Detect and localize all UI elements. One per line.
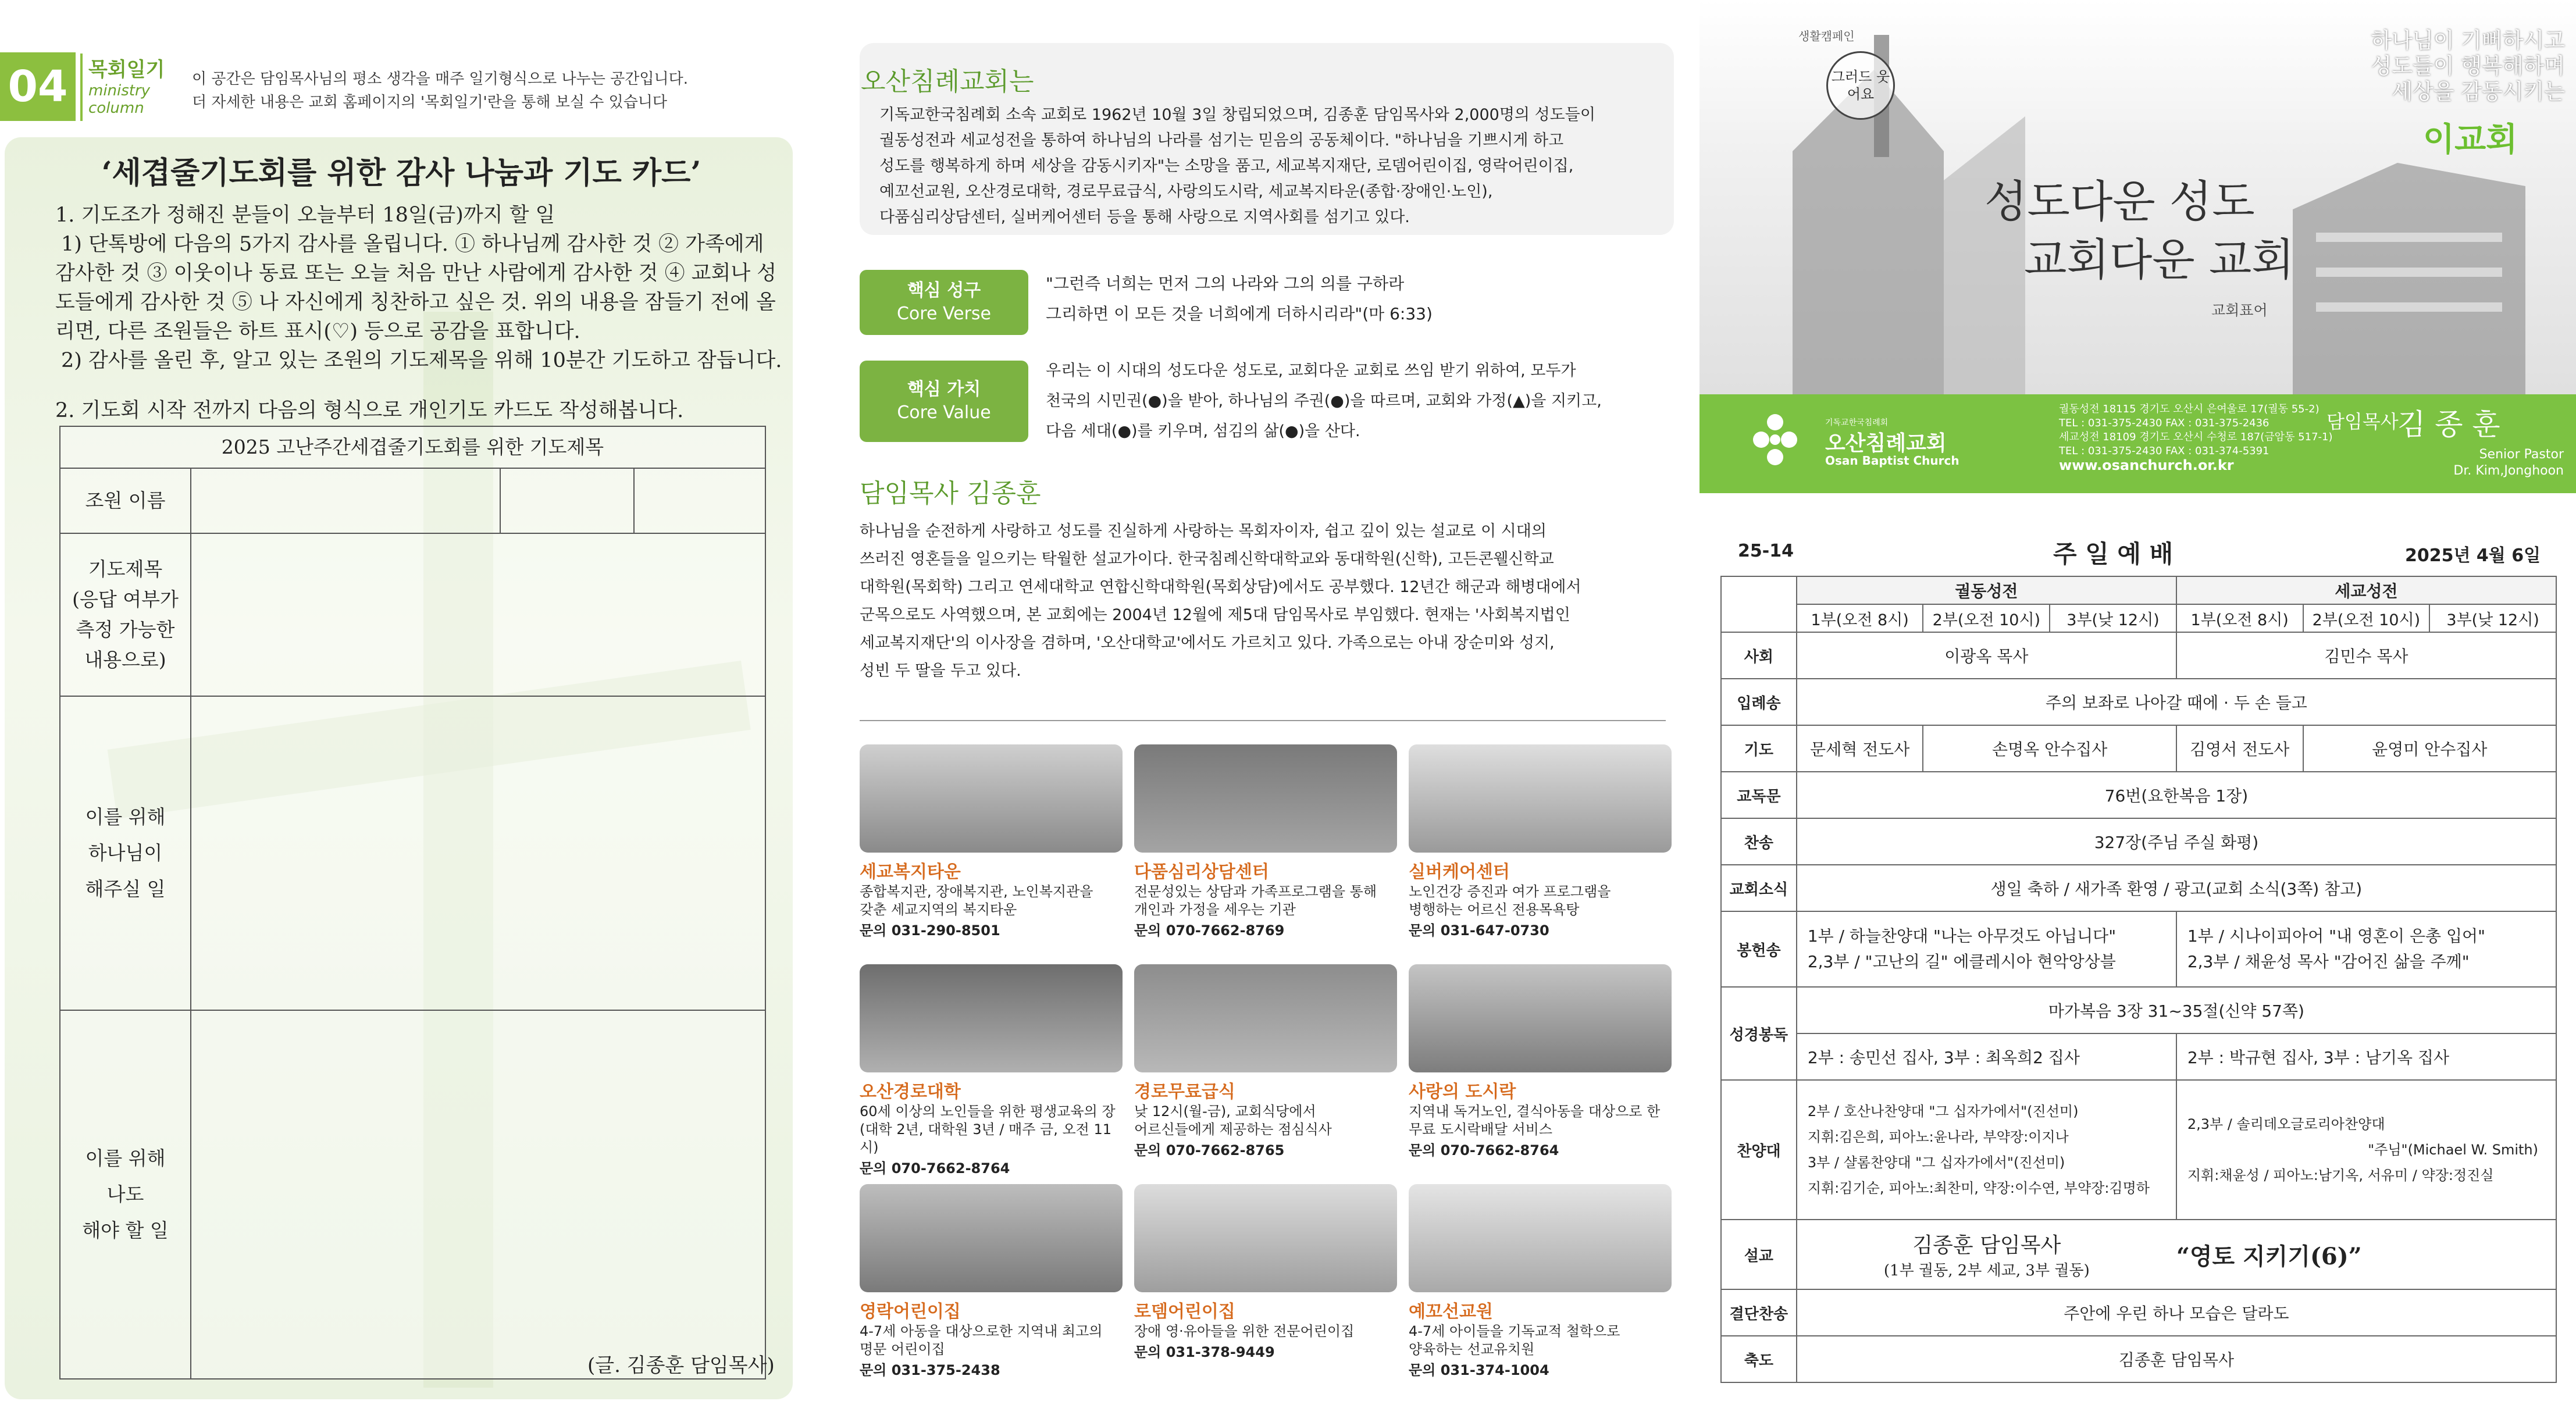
facility-photo bbox=[1134, 744, 1397, 853]
facility-name: 다품심리상담센터 bbox=[1134, 862, 1269, 882]
facility-card bbox=[860, 744, 1123, 939]
facility-name: 오산경로대학 bbox=[860, 1082, 961, 1102]
facility-tel: 문의 031-374-1004 bbox=[1409, 1362, 1549, 1378]
pastor-bio bbox=[860, 518, 1674, 685]
history-line: 기독교한국침례회 소속 교회로 1962년 10월 3일 창립되었으며, 김종훈 담임목사와 2,000명의 성도들이 bbox=[879, 106, 1595, 124]
facility-desc: 개인과 가정을 세우는 기관 bbox=[1134, 901, 1296, 918]
facility-card bbox=[1409, 1184, 1672, 1379]
bio-line: 쓰러진 영혼들을 일으키는 탁월한 설교가이다. 한국침례신학대학교와 동대학원(신학), 고든콘웰신학교 bbox=[860, 550, 1554, 568]
facility-tel: 문의 070-7662-8769 bbox=[1134, 922, 1285, 939]
facility-photo bbox=[1134, 964, 1397, 1072]
bulletin-number: 25-14 bbox=[1738, 541, 1794, 561]
history-heading: 오산침례교회는 bbox=[861, 67, 1034, 97]
card-title: ‘세겹줄기도회를 위한 감사 나눔과 기도 카드’ bbox=[101, 155, 701, 191]
session-header: 1부(오전 8시) bbox=[1797, 604, 1923, 632]
core-verse-badge bbox=[860, 270, 1028, 335]
facility-desc: 4-7세 아동을 대상으로한 지역내 최고의 bbox=[860, 1323, 1103, 1339]
table-cell bbox=[191, 533, 765, 696]
session-header: 1부(오전 8시) bbox=[2176, 604, 2303, 632]
history-line: 다품심리상담센터, 실버케어센터 등을 통해 사랑으로 지역사회를 섬기고 있다. bbox=[879, 208, 1410, 226]
table-cell bbox=[1721, 576, 1797, 632]
prayer-leader: 손명옥 안수집사 bbox=[1923, 725, 2176, 772]
page-number: 04 bbox=[0, 52, 76, 121]
prayer-card-table bbox=[59, 426, 766, 1380]
choir-line: 지휘:김기순, 피아노:최찬미, 약장:이수연, 부약장:김명하 bbox=[1807, 1180, 2150, 1196]
choir-line: "주님"(Michael W. Smith) bbox=[2368, 1142, 2538, 1158]
address-line: 세교성전 18109 경기도 오산시 수청로 187(금암동 517-1) bbox=[2059, 431, 2333, 443]
facility-desc: 노인건강 증진과 여가 프로그램을 bbox=[1409, 883, 1611, 900]
facility-card bbox=[1409, 744, 1672, 939]
facility-photo bbox=[860, 1184, 1123, 1292]
facility-desc: (대학 2년, 대학원 3년 / 매주 금, 오전 11시) bbox=[860, 1121, 1112, 1156]
facility-card bbox=[1134, 1184, 1397, 1361]
core-value-label: 핵심 가치 bbox=[907, 379, 981, 400]
facility-name: 실버케어센터 bbox=[1409, 862, 1510, 882]
pastor-role: 담임목사 bbox=[2326, 411, 2399, 433]
facility-photo bbox=[860, 964, 1123, 1072]
church-name-en: Osan Baptist Church bbox=[1825, 454, 1959, 468]
slogan-line: 성도들이 행복해하며 bbox=[2371, 54, 2565, 79]
hymn: 327장(주님 주실 화평) bbox=[1797, 818, 2556, 865]
facility-photo bbox=[1409, 1184, 1672, 1292]
sermon-title: “영토 지키기(6)” bbox=[2176, 1220, 2556, 1289]
history-line: 예꼬선교원, 오산경로대학, 경로무료급식, 사랑의도시락, 세교복지타운(종합·장애인·노인), bbox=[879, 183, 1493, 201]
table-cell bbox=[191, 1010, 765, 1379]
divider bbox=[860, 720, 1666, 721]
facility-photo bbox=[860, 744, 1123, 853]
row-label: 입례송 bbox=[1721, 679, 1797, 725]
facility-card bbox=[1409, 964, 1672, 1159]
host-2: 김민수 목사 bbox=[2176, 632, 2556, 679]
facility-desc: 종합복지관, 장애복지관, 노인복지관을 bbox=[860, 883, 1093, 900]
intro-line: 이 공간은 담임목사님의 평소 생각을 매주 일기형식으로 나누는 공간입니다. bbox=[192, 70, 688, 88]
core-value-badge bbox=[860, 361, 1028, 442]
row-label: 성경봉독 bbox=[1721, 987, 1797, 1080]
offering-line: 2,3부 / 채윤성 목사 "감어진 삶을 주께" bbox=[2187, 952, 2470, 971]
address-line: TEL : 031-375-2430 FAX : 031-374-5391 bbox=[2059, 445, 2269, 457]
body-line: 2. 기도회 시작 전까지 다음의 형식으로 개인기도 카드도 작성해봅니다. bbox=[55, 399, 684, 422]
facility-desc: 갖춘 세교지역의 복지타운 bbox=[860, 901, 1017, 918]
facility-desc: 무료 도시락배달 서비스 bbox=[1409, 1121, 1553, 1138]
column-intro bbox=[192, 67, 688, 114]
church-logo-icon bbox=[1751, 411, 1800, 469]
table-cell bbox=[191, 468, 500, 533]
facility-desc: 4-7세 아이들을 기독교적 철학으로 bbox=[1409, 1323, 1620, 1339]
facility-card bbox=[1134, 744, 1397, 939]
row-label: 기도제목 (응답 여부가 측정 가능한 내용으로) bbox=[60, 533, 191, 696]
facility-card bbox=[860, 1184, 1123, 1379]
slogan bbox=[2315, 28, 2565, 105]
table-title: 2025 고난주간세겹줄기도회를 위한 기도제목 bbox=[60, 426, 765, 468]
table-cell bbox=[191, 696, 765, 1010]
prayer-leader: 윤영미 안수집사 bbox=[2303, 725, 2556, 772]
column-title-ko: 목회일기 bbox=[88, 58, 165, 81]
row-label: 봉헌송 bbox=[1721, 911, 1797, 987]
choir-line: 2,3부 / 솔리데오글로리아찬양대 bbox=[2187, 1116, 2385, 1132]
facility-tel: 문의 031-378-9449 bbox=[1134, 1344, 1275, 1360]
facility-tel: 문의 031-647-0730 bbox=[1409, 922, 1549, 939]
row-label: 찬양대 bbox=[1721, 1080, 1797, 1220]
bio-line: 대학원(목회학) 그리고 연세대학교 연합신학대학원(목회상담)에서도 공부했다. 12년간 해군과 해병대에서 bbox=[860, 578, 1581, 596]
facility-tel: 문의 070-7662-8765 bbox=[1134, 1142, 1285, 1159]
history-text bbox=[879, 102, 1659, 230]
table-cell bbox=[634, 468, 765, 533]
bio-line: 세교복지재단'의 이사장을 겸하며, '오산대학교'에서도 가르치고 있다. 가족으로는 아내 장순미와 성지, bbox=[860, 634, 1555, 652]
host-1: 이광옥 목사 bbox=[1797, 632, 2176, 679]
facility-card bbox=[860, 964, 1123, 1177]
bio-line: 군목으로도 사역했으며, 본 교회에는 2004년 12월에 제5대 담임목사로 부임했다. 현재는 '사회복지법인 bbox=[860, 606, 1570, 624]
invocation: 주의 보좌로 나아갈 때에 · 두 손 들고 bbox=[1797, 679, 2556, 725]
session-header: 2부(오전 10시) bbox=[2303, 604, 2430, 632]
benediction: 김종훈 담임목사 bbox=[1797, 1336, 2556, 1382]
headline-1: 성도다운 성도 bbox=[1984, 176, 2255, 227]
facility-desc: 병행하는 어르신 전용목욕탕 bbox=[1409, 901, 1580, 918]
campus-header: 세교성전 bbox=[2176, 576, 2556, 604]
session-header: 2부(오전 10시) bbox=[1923, 604, 2050, 632]
facility-tel: 문의 070-7662-8764 bbox=[860, 1160, 1010, 1177]
history-line: 성도를 행복하게 하며 세상을 감동시키자"는 소망을 품고, 세교복지재단, 로뎀어린이집, 영락어린이집, bbox=[879, 157, 1574, 175]
scripture: 마가복음 3장 31~35절(신약 57쪽) bbox=[1797, 987, 2556, 1033]
core-value-text bbox=[1046, 356, 1674, 447]
choir-line: 지휘:채윤성 / 피아노:남기옥, 서유미 / 약장:정진실 bbox=[2187, 1167, 2494, 1184]
facility-desc: 어르신들에게 제공하는 점심식사 bbox=[1134, 1121, 1332, 1138]
facility-desc: 명문 어린이집 bbox=[860, 1341, 945, 1357]
row-label: 이를 위해 나도 해야 할 일 bbox=[60, 1010, 191, 1379]
facility-desc: 전문성있는 상담과 가족프로그램을 통해 bbox=[1134, 883, 1377, 900]
facility-photo bbox=[1409, 964, 1672, 1072]
address-line: 궐동성전 18115 경기도 오산시 은여울로 17(궐동 55-2) bbox=[2059, 403, 2320, 415]
row-label: 이를 위해 하나님이 해주실 일 bbox=[60, 696, 191, 1010]
core-verse-line: "그런즉 너희는 먼저 그의 나라와 그의 의를 구하라 bbox=[1046, 274, 1405, 293]
core-value-label-en: Core Value bbox=[897, 402, 991, 423]
table-cell bbox=[500, 468, 634, 533]
headline-caption: 교회표어 bbox=[2211, 302, 2268, 319]
church-address bbox=[2059, 402, 2333, 472]
session-header: 3부(낮 12시) bbox=[2050, 604, 2176, 632]
prayer-leader: 문세혁 전도사 bbox=[1797, 725, 1923, 772]
facility-desc: 낮 12시(월-금), 교회식당에서 bbox=[1134, 1103, 1316, 1120]
body-line: 도들에게 감사한 것 ⑤ 나 자신에게 칭찬하고 싶은 것. 위의 내용을 잠들기 전에 올 bbox=[55, 291, 776, 314]
row-label: 교독문 bbox=[1721, 772, 1797, 818]
facility-desc: 60세 이상의 노인들을 위한 평생교육의 장 bbox=[860, 1103, 1116, 1120]
address-line: TEL : 031-375-2430 FAX : 031-375-2436 bbox=[2059, 417, 2269, 429]
facility-desc: 지역내 독거노인, 결식아동을 대상으로 한 bbox=[1409, 1103, 1661, 1120]
core-verse-label-en: Core Verse bbox=[896, 304, 992, 324]
facility-photo bbox=[1409, 744, 1672, 853]
row-label: 결단찬송 bbox=[1721, 1289, 1797, 1336]
facility-name: 사랑의 도시락 bbox=[1409, 1082, 1516, 1102]
pastor-name: 김 종 훈 bbox=[2397, 408, 2500, 441]
church-affiliation: 기독교한국침례회 bbox=[1825, 418, 1889, 427]
choir-line: 3부 / 샬롬찬양대 "그 십자가에서"(진선미) bbox=[1807, 1154, 2065, 1171]
responsive-reading: 76번(요한복음 1장) bbox=[1797, 772, 2556, 818]
facility-card bbox=[1134, 964, 1397, 1159]
bio-line: 성빈 두 딸을 두고 있다. bbox=[860, 662, 1021, 680]
offering-line: 1부 / 하늘찬양대 "나는 아무것도 아닙니다" bbox=[1807, 926, 2117, 946]
choir-line: 지휘:김은희, 피아노:윤나라, 부약장:이지나 bbox=[1807, 1129, 2069, 1145]
body-line: 2) 감사를 올린 후, 알고 있는 조원의 기도제목을 위해 10분간 기도하고 잠듭니다. bbox=[61, 349, 782, 372]
slogan-brand: 이교회 bbox=[2423, 120, 2518, 159]
history-line: 궐동성전과 세교성전을 통하여 하나님의 나라를 섬기는 믿음의 공동체이다. "하나님을 기쁘시게 하고 bbox=[879, 131, 1564, 149]
row-label: 설교 bbox=[1721, 1220, 1797, 1289]
service-date: 2025년 4월 6일 bbox=[2405, 546, 2541, 566]
campaign-small: 생활캠페인 bbox=[1798, 29, 1855, 43]
intro-line: 더 자세한 내용은 교회 홈페이지의 '목회일기'란을 통해 보실 수 있습니다 bbox=[192, 94, 668, 111]
campus-header: 궐동성전 bbox=[1797, 576, 2176, 604]
campaign-logo: 그러드 웃어요 bbox=[1826, 51, 1895, 120]
offering-line: 1부 / 시나이피아어 "내 영혼이 은총 입어" bbox=[2187, 926, 2485, 946]
headline-2: 교회다운 교회 bbox=[2024, 234, 2294, 286]
facility-name: 세교복지타운 bbox=[860, 862, 961, 882]
pastor-title-en: Senior Pastor bbox=[2479, 447, 2564, 462]
facility-tel: 문의 031-375-2438 bbox=[860, 1362, 1000, 1378]
scripture-reader: 2부 : 박규현 집사, 3부 : 남기옥 집사 bbox=[2176, 1033, 2556, 1080]
core-verse-text bbox=[1046, 269, 1668, 329]
offering-line: 2,3부 / "고난의 길" 에클레시아 현악앙상블 bbox=[1807, 952, 2116, 971]
row-label: 기도 bbox=[1721, 725, 1797, 772]
column-label bbox=[80, 54, 173, 121]
body-line: 1) 단톡방에 다음의 5가지 감사를 올립니다. ① 하나님께 감사한 것 ② 가족에게 bbox=[61, 233, 764, 256]
signature: (글. 김종훈 담임목사) bbox=[587, 1354, 775, 1377]
preacher-sub: (1부 궐동, 2부 세교, 3부 궐동) bbox=[1883, 1262, 2090, 1279]
church-news: 생일 축하 / 새가족 환영 / 광고(교회 소식(3쪽) 참고) bbox=[1797, 865, 2556, 911]
core-verse-label: 핵심 성구 bbox=[907, 280, 981, 301]
body-line: 감사한 것 ③ 이웃이나 동료 또는 오늘 처음 만난 사람에게 감사한 것 ④ 교회나 성 bbox=[55, 262, 777, 285]
facility-photo bbox=[1134, 1184, 1397, 1292]
bio-line: 하나님을 순전하게 사랑하고 성도를 진실하게 사랑하는 목회자이자, 쉽고 깊이 있는 설교로 이 시대의 bbox=[860, 522, 1547, 540]
service-title: 주 일 예 배 bbox=[2053, 540, 2174, 568]
pastor-en bbox=[2402, 447, 2564, 479]
slogan-line: 세상을 감동시키는 bbox=[2392, 79, 2565, 104]
preacher: 김종훈 담임목사 bbox=[1912, 1234, 2061, 1257]
scripture-reader: 2부 : 송민선 집사, 3부 : 최옥희2 집사 bbox=[1797, 1033, 2176, 1080]
facility-tel: 문의 031-290-8501 bbox=[860, 922, 1000, 939]
body-line: 1. 기도조가 정해진 분들이 오늘부터 18일(금)까지 할 일 bbox=[55, 204, 555, 227]
body-line: 리면, 다른 조원들은 하트 표시(♡) 등으로 공감을 표합니다. bbox=[55, 320, 580, 343]
prayer-leader: 김영서 전도사 bbox=[2176, 725, 2303, 772]
facility-name: 예꼬선교원 bbox=[1409, 1302, 1493, 1322]
church-name: 오산침례교회 bbox=[1825, 432, 1947, 455]
row-label: 조원 이름 bbox=[60, 468, 191, 533]
pastor-heading: 담임목사 김종훈 bbox=[860, 479, 1041, 508]
pastor-name-en: Dr. Kim,Jonghoon bbox=[2453, 464, 2564, 478]
column-title-en: ministry column bbox=[88, 82, 151, 117]
facility-desc: 장애 영·유아들을 위한 전문어린이집 bbox=[1134, 1323, 1355, 1339]
row-label: 축도 bbox=[1721, 1336, 1797, 1382]
slogan-line: 하나님이 기뻐하시고 bbox=[2371, 28, 2565, 53]
core-value-line: 우리는 이 시대의 성도다운 성도로, 교회다운 교회로 쓰임 받기 위하여, 모두가 bbox=[1046, 362, 1576, 380]
facility-desc: 양육하는 선교유치원 bbox=[1409, 1341, 1535, 1357]
facility-name: 로뎀어린이집 bbox=[1134, 1302, 1235, 1322]
worship-order-table bbox=[1720, 576, 2557, 1383]
row-label: 사회 bbox=[1721, 632, 1797, 679]
facility-name: 경로무료급식 bbox=[1134, 1082, 1235, 1102]
church-website[interactable]: www.osanchurch.or.kr bbox=[2059, 457, 2234, 473]
facility-name: 영락어린이집 bbox=[860, 1302, 961, 1322]
facility-tel: 문의 070-7662-8764 bbox=[1409, 1142, 1559, 1159]
card-body bbox=[55, 201, 782, 425]
closing-hymn: 주안에 우린 하나 모습은 달라도 bbox=[1797, 1289, 2556, 1336]
row-label: 교회소식 bbox=[1721, 865, 1797, 911]
session-header: 3부(낮 12시) bbox=[2429, 604, 2556, 632]
core-value-line: 천국의 시민권(●)을 받아, 하나님의 주권(●)을 따르며, 교회와 가정(▲)을 지키고, bbox=[1046, 392, 1602, 410]
choir-line: 2부 / 호산나찬양대 "그 십자가에서"(진선미) bbox=[1807, 1103, 2079, 1120]
row-label: 찬송 bbox=[1721, 818, 1797, 865]
core-value-line: 다음 세대(●)를 키우며, 섬김의 삶(●)을 산다. bbox=[1046, 422, 1360, 440]
core-verse-line: 그리하면 이 모든 것을 너희에게 더하시리라"(마 6:33) bbox=[1046, 304, 1433, 323]
